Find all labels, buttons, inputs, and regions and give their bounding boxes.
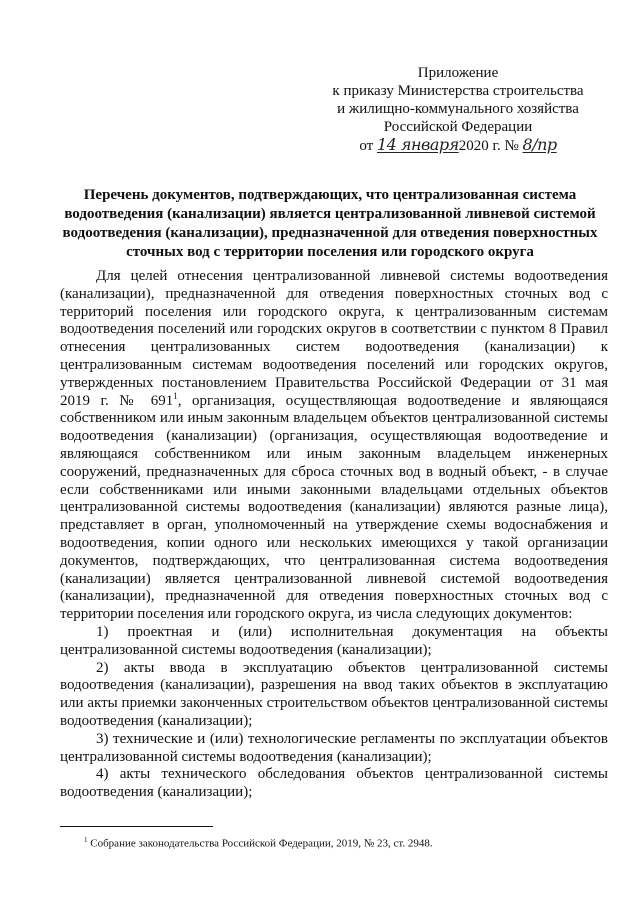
intro-text-1: Для целей отнесения централизованной ливневой системы водоотведения (канализации), предназначенной для отведения поверхностных сточных вод с территорий поселения или городского округа, к централизованным системам водоотведения поселений или городских округов в соответствии с пунктом 8 Правил отнесения централизованных систем водоотведения (канализации) к централизованным системам водоотведения поселений или городских округов, утвержденных постановлением Правительства Российской Федерации от 31 мая 2019 г. № 691 [60, 268, 608, 409]
footnote-ref: 1 [173, 390, 178, 401]
footnote [84, 834, 604, 851]
appendix-label: Приложение [417, 65, 499, 81]
order-number-handwritten: 8/пр [522, 135, 557, 154]
order-reference [300, 136, 616, 155]
footnote-marker: 1 [84, 836, 88, 844]
intro-text-2: , организация, осуществляющая водоотведение и являющаяся собственником или иным законным владельцем объектов централизованной системы водоотведения (канализации) (организация, осуществляющая водоотведение и являющаяся собственником или иным законным владельцем инженерных сооружений, предназначенных для сброса сточных вод в водный объект, - в случае если собственниками или иными законными владельцами отдельных объектов централизованной системы водоотведения (канализации) являются разные лица), представляет в орган, уполномоченный на утверждение схемы водоснабжения и водоотведения, копии одного или нескольких имеющихся у такой организации документов, подтверждающих, что централизованная система водоотведения (канализации) является централизованной ливневой системой водоотведения (канализации), предназначенной для отведения поверхностных сточных вод с территории поселения или городского округа, из числа следующих документов: [60, 392, 608, 623]
list-item: 3) технические и (или) технологические регламенты по эксплуатации объектов централизованной системы водоотведения (канализации); [60, 730, 608, 765]
footnote-text: Собрание законодательства Российской Федерации, 2019, № 23, ст. 2948. [87, 837, 433, 850]
list-item: 1) проектная и (или) исполнительная документация на объекты централизованной системы водоотведения (канализации); [60, 623, 608, 658]
document-title: Перечень документов, подтверждающих, что централизованная система водоотведения (канализации) является централизованной ливневой системой водоотведения (канализации), предназначенной для отведения поверхностных сточных вод с территории поселения или городского округа [62, 187, 598, 260]
appendix-header [300, 64, 616, 155]
intro-paragraph [60, 268, 608, 624]
order-year: 2020 г. № [458, 138, 519, 154]
list-item: 4) акты технического обследования объектов централизованной системы водоотведения (канализации); [60, 766, 608, 801]
appendix-order-line-2: и жилищно-коммунального хозяйства [337, 101, 579, 117]
list-item: 2) акты ввода в эксплуатацию объектов централизованной системы водоотведения (канализации), разрешения на ввод таких объектов в эксплуатацию или акты приемки законченных строительством объектов централизованной системы водоотведения (канализации); [60, 659, 608, 729]
order-date-handwritten: 14 января [376, 135, 459, 154]
order-prefix: от [359, 138, 374, 154]
appendix-order-line-3: Российской Федерации [383, 119, 533, 135]
appendix-order-line-1: к приказу Министерства строительства [332, 83, 584, 99]
document-body [60, 268, 608, 802]
footnote-divider [60, 826, 213, 827]
